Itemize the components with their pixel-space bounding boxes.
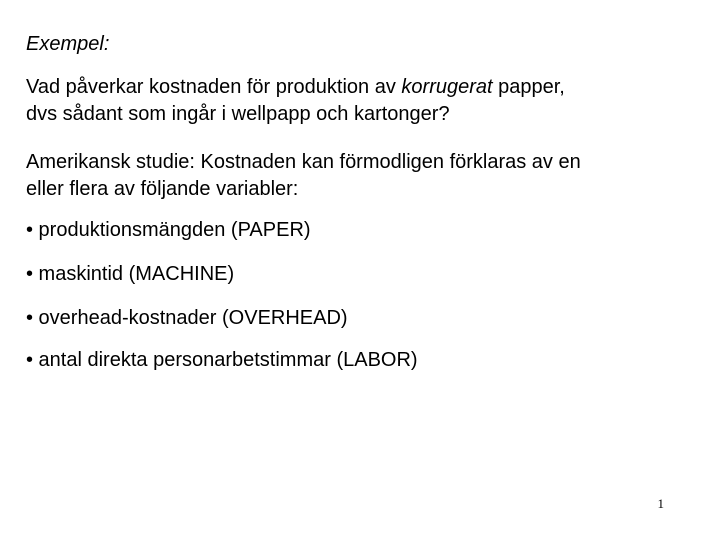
question-line-2: dvs sådant som ingår i wellpapp och kartonger? [26, 103, 450, 125]
question-text-end: papper, [492, 76, 565, 98]
question-line-1 [26, 75, 565, 100]
question-emphasis: korrugerat [401, 76, 493, 98]
bullet-machine: • maskintid (MACHINE) [26, 263, 235, 285]
study-line-2: eller flera av följande variabler: [26, 178, 299, 200]
page-number: 1 [657, 496, 664, 511]
study-line-1: Amerikansk studie: Kostnaden kan förmodligen förklaras av en [26, 151, 581, 173]
example-heading: Exempel: [26, 33, 110, 55]
question-text-start: Vad påverkar kostnaden för produktion av [26, 76, 402, 98]
bullet-labor: • antal direkta personarbetstimmar (LABOR) [26, 349, 418, 371]
bullet-paper: • produktionsmängden (PAPER) [26, 219, 311, 241]
bullet-overhead: • overhead-kostnader (OVERHEAD) [26, 307, 348, 329]
